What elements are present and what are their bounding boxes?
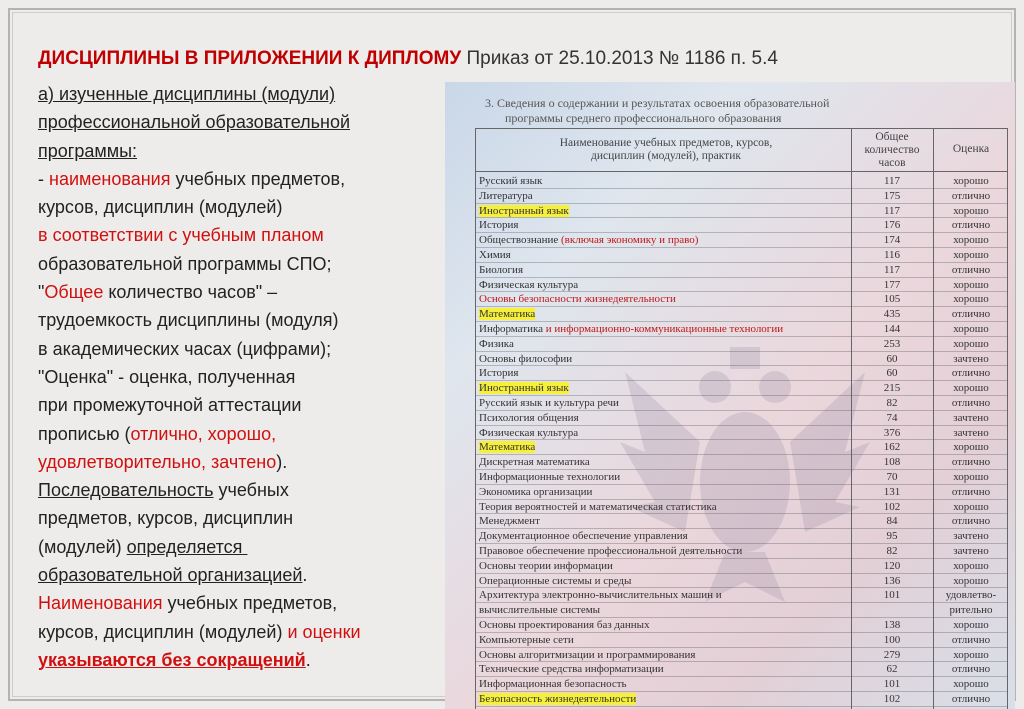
course-hours: 95 (886, 530, 898, 543)
table-row (476, 411, 1008, 426)
doc-heading-line: 3. Сведения о содержании и результатах освоения образовательной (485, 96, 830, 110)
course-name (479, 514, 540, 529)
text-fragment: Общее (44, 282, 104, 303)
col-header-name (516, 137, 816, 163)
table-row (476, 470, 1008, 485)
table-row (476, 352, 1008, 367)
text-line: при промежуточной аттестации (38, 395, 302, 416)
course-grade: хорошо (953, 293, 989, 306)
course-name (479, 263, 523, 278)
table-row (476, 337, 1008, 352)
doc-heading-line: программы среднего профессионального образования (505, 111, 782, 125)
course-hours: 175 (883, 189, 901, 202)
col-header-line: дисциплин (модулей), практик (591, 150, 741, 162)
course-name-main: Физическая культура (479, 278, 579, 291)
course-name (479, 396, 619, 411)
col-header-line: Общее (875, 131, 909, 143)
text-fragment: курсов, дисциплин (модулей) (38, 621, 288, 642)
course-hours: 120 (883, 559, 901, 572)
course-name-extra: Основы безопасности жизнедеятельности (479, 293, 676, 306)
course-name-main: Психология общения (479, 411, 579, 424)
course-name (479, 174, 542, 189)
course-name (479, 322, 783, 337)
course-name-main: Менеджмент (479, 515, 540, 528)
course-name-main: Информационные технологии (479, 470, 621, 483)
table-row (476, 544, 1008, 559)
course-hours: 108 (883, 456, 901, 469)
text-line: предметов, курсов, дисциплин (38, 508, 294, 529)
course-name (479, 574, 631, 589)
col-header-line: Наименование учебных предметов, курсов, (559, 137, 773, 149)
course-hours: 102 (883, 500, 901, 513)
table-row (476, 529, 1008, 544)
course-name-main: Основы теории информации (479, 559, 613, 572)
table-row (476, 174, 1008, 189)
course-name-main: Технические средства информатизации (479, 663, 664, 676)
course-grade: хорошо (953, 382, 989, 395)
table-row (476, 618, 1008, 633)
text-line: образовательной программы СПО; (38, 253, 332, 274)
course-name (479, 544, 742, 559)
course-grade: хорошо (953, 441, 989, 454)
title-bold: ДИСЦИПЛИНЫ В ПРИЛОЖЕНИИ К ДИПЛОМУ (38, 48, 462, 69)
table-row (476, 322, 1008, 337)
course-hours: 70 (886, 470, 898, 483)
table-row (476, 574, 1008, 589)
course-name-main: Архитектура электронно-вычислительных машин и (479, 589, 722, 602)
course-hours: 176 (883, 219, 901, 232)
text-fragment: образовательной организацией (38, 565, 303, 586)
table-row (476, 455, 1008, 470)
text-fragment: . (305, 649, 311, 670)
course-grade: отлично (951, 663, 991, 676)
course-name-main: Иностранный язык (479, 382, 569, 395)
course-grade: зачтено (953, 544, 989, 557)
table-row (476, 500, 1008, 515)
course-grade: хорошо (953, 678, 989, 691)
text-line: в соответствии с учебным планом (38, 225, 324, 246)
course-grade: хорошо (953, 248, 989, 261)
course-name (479, 677, 627, 692)
course-grade: хорошо (953, 234, 989, 247)
course-grade: хорошо (953, 278, 989, 291)
text-fragment: - (38, 168, 49, 189)
course-grade: удовлетво- (945, 589, 997, 602)
table-row (476, 248, 1008, 263)
course-grade: зачтено (953, 426, 989, 439)
course-name (479, 366, 518, 381)
course-name-main: Правовое обеспечение профессиональной деятельности (479, 544, 743, 557)
course-name-main: Основы проектирования баз данных (479, 618, 650, 631)
text-fragment: ). (276, 451, 288, 472)
course-grade: отлично (951, 515, 991, 528)
course-name-main: Дискретная математика (479, 456, 590, 469)
course-name-main: Биология (479, 263, 524, 276)
course-name (479, 692, 636, 707)
course-name-main: Компьютерные сети (479, 633, 574, 646)
course-name-main: Математика (479, 441, 536, 454)
text-line: трудоемкость дисциплины (модуля) (38, 310, 339, 331)
course-grade: зачтено (953, 530, 989, 543)
course-name (479, 218, 518, 233)
course-name (479, 500, 717, 515)
course-name-main: История (479, 219, 519, 232)
course-hours: 376 (883, 426, 901, 439)
course-grade: хорошо (953, 204, 989, 217)
course-name-main: Информатика (479, 322, 544, 335)
course-name-main: Иностранный язык (479, 204, 569, 217)
course-grade: зачтено (953, 352, 989, 365)
text-fragment: отлично, хорошо, (130, 423, 277, 444)
col-header-hours (852, 131, 932, 170)
course-hours: 136 (883, 574, 901, 587)
text-fragment: " (38, 282, 45, 303)
table-row (476, 559, 1008, 574)
table-body (476, 174, 1008, 707)
table-row (476, 603, 1008, 618)
table-row (476, 677, 1008, 692)
table-row (476, 218, 1008, 233)
course-hours: 74 (886, 411, 898, 424)
text-line: курсов, дисциплин (модулей) (38, 197, 283, 218)
table-row (476, 662, 1008, 677)
course-name (479, 648, 695, 663)
course-name-main: Информационная безопасность (479, 678, 627, 691)
course-grade: отлично (951, 396, 991, 409)
course-name-extra: и информационно-коммуникационные технологии (543, 322, 784, 335)
text-fragment: количество часов" – (103, 282, 278, 303)
course-hours: 105 (883, 293, 901, 306)
course-hours: 253 (883, 337, 901, 350)
table-row (476, 233, 1008, 248)
course-name-main: Русский язык и культура речи (479, 396, 619, 409)
slide-title (38, 48, 778, 70)
table-row (476, 440, 1008, 455)
course-grade: отлично (951, 189, 991, 202)
course-grade: зачтено (953, 411, 989, 424)
text-fragment: учебных (213, 480, 289, 501)
course-name (479, 662, 664, 677)
course-hours: 174 (883, 234, 901, 247)
course-grade: хорошо (953, 500, 989, 513)
course-hours: 101 (883, 678, 901, 691)
col-header-grade: Оценка (952, 143, 990, 155)
text-fragment: Наименования (38, 593, 163, 614)
course-name (479, 411, 579, 426)
text-fragment: удовлетворительно, зачтено (38, 451, 277, 472)
course-hours: 84 (886, 515, 898, 528)
table-row (476, 588, 1008, 603)
grades-table (475, 128, 1008, 709)
course-hours: 116 (883, 248, 901, 261)
title-order: Приказ от 25.10.2013 № 1186 п. 5.4 (466, 48, 778, 69)
course-hours: 82 (886, 396, 898, 409)
course-name-main: Обществознание (479, 234, 561, 247)
course-hours: 100 (883, 633, 901, 646)
doc-heading (485, 96, 829, 126)
table-row (476, 307, 1008, 322)
table-row (476, 292, 1008, 307)
course-hours: 144 (883, 322, 901, 335)
course-hours: 279 (883, 648, 901, 661)
text-fragment: Последовательность (38, 480, 214, 501)
course-name (479, 204, 569, 219)
course-name (479, 559, 613, 574)
course-hours: 138 (883, 618, 901, 631)
course-name (479, 189, 533, 204)
text-fragment: определяется (126, 536, 243, 557)
table-row (476, 648, 1008, 663)
course-grade: отлично (951, 692, 991, 705)
course-hours: 215 (883, 382, 901, 395)
course-grade: хорошо (953, 322, 989, 335)
course-name-main: Безопасность жизнедеятельности (479, 692, 637, 705)
course-name (479, 440, 535, 455)
course-name (479, 352, 572, 367)
course-name-main: Литература (479, 189, 533, 202)
text-line: программы: (38, 140, 138, 161)
course-name-main: Основы алгоритмизации и программирования (479, 648, 696, 661)
course-name-extra: (включая экономику и право) (561, 234, 699, 247)
course-name (479, 426, 578, 441)
course-grade: хорошо (953, 337, 989, 350)
text-fragment: . (302, 565, 308, 586)
course-name-main: Экономика организации (479, 485, 593, 498)
table-row (476, 263, 1008, 278)
diploma-supplement-scan (445, 82, 1015, 709)
course-name (479, 307, 535, 322)
course-grade: отлично (951, 219, 991, 232)
course-name (479, 248, 511, 263)
course-grade: отлично (951, 367, 991, 380)
course-grade: хорошо (953, 618, 989, 631)
course-name-main: Документационное обеспечение управления (479, 530, 688, 543)
course-name (479, 337, 514, 352)
col-header-line: количество (864, 144, 920, 156)
course-grade: отлично (951, 456, 991, 469)
course-name-main: История (479, 367, 519, 380)
table-row (476, 426, 1008, 441)
course-name (479, 618, 650, 633)
text-line: "Оценка" - оценка, полученная (38, 366, 296, 387)
course-name (479, 529, 688, 544)
course-name-main: Химия (479, 248, 511, 261)
course-name (479, 292, 676, 307)
course-name-main: вычислительные системы (479, 604, 601, 617)
course-hours: 102 (883, 692, 901, 705)
course-hours: 62 (886, 663, 898, 676)
course-hours: 60 (886, 367, 898, 380)
table-row (476, 189, 1008, 204)
course-name (479, 603, 600, 618)
course-grade: хорошо (953, 648, 989, 661)
course-grade: отлично (951, 633, 991, 646)
course-grade: отлично (951, 263, 991, 276)
text-fragment: указываются без сокращений (38, 649, 306, 670)
course-name (479, 455, 590, 470)
header-divider (476, 171, 1008, 172)
course-hours: 435 (883, 308, 901, 321)
table-row (476, 396, 1008, 411)
course-name-main: Русский язык (479, 175, 543, 187)
course-name (479, 278, 578, 293)
course-name-main: Физика (479, 337, 514, 350)
body-text (38, 80, 438, 674)
course-hours: 117 (883, 263, 901, 276)
course-name-main: Физическая культура (479, 426, 579, 439)
course-name-main: Основы философии (479, 352, 573, 365)
course-grade: отлично (951, 308, 991, 321)
course-grade: хорошо (953, 559, 989, 572)
course-hours: 101 (883, 589, 901, 602)
table-row (476, 692, 1008, 707)
course-hours: 131 (883, 485, 901, 498)
course-name (479, 588, 722, 603)
text-fragment: учебных предметов, (162, 593, 338, 614)
text-fragment: (модулей) (38, 536, 127, 557)
course-grade: хорошо (953, 574, 989, 587)
course-name (479, 233, 698, 248)
course-hours: 162 (883, 441, 901, 454)
course-grade: отлично (951, 485, 991, 498)
course-name-main: Математика (479, 308, 536, 321)
course-hours: 177 (883, 278, 901, 291)
course-hours: 60 (886, 352, 898, 365)
course-hours: 82 (886, 544, 898, 557)
table-row (476, 514, 1008, 529)
table-row (476, 278, 1008, 293)
text-fragment: учебных предметов, (170, 168, 346, 189)
table-row (476, 381, 1008, 396)
table-row (476, 485, 1008, 500)
table-row (476, 366, 1008, 381)
col-header-line: часов (878, 157, 906, 169)
text-fragment: наименования (49, 168, 171, 189)
course-grade: хорошо (953, 175, 989, 187)
course-name (479, 381, 569, 396)
table-row (476, 204, 1008, 219)
row-underline (476, 706, 1008, 707)
course-hours: 117 (883, 204, 901, 217)
text-line: профессиональной образовательной (38, 112, 351, 133)
table-row (476, 633, 1008, 648)
course-name-main: Теория вероятностей и математическая статистика (479, 500, 717, 513)
text-line: в академических часах (цифрами); (38, 338, 332, 359)
course-name (479, 485, 592, 500)
text-fragment: прописью ( (38, 423, 131, 444)
course-name (479, 633, 574, 648)
text-line: а) изученные дисциплины (модули) (38, 84, 336, 104)
course-name (479, 470, 620, 485)
course-hours: 117 (883, 175, 901, 187)
course-grade: хорошо (953, 470, 989, 483)
text-fragment: и оценки (287, 621, 361, 642)
course-name-main: Операционные системы и среды (479, 574, 632, 587)
course-grade: рительно (949, 604, 993, 617)
